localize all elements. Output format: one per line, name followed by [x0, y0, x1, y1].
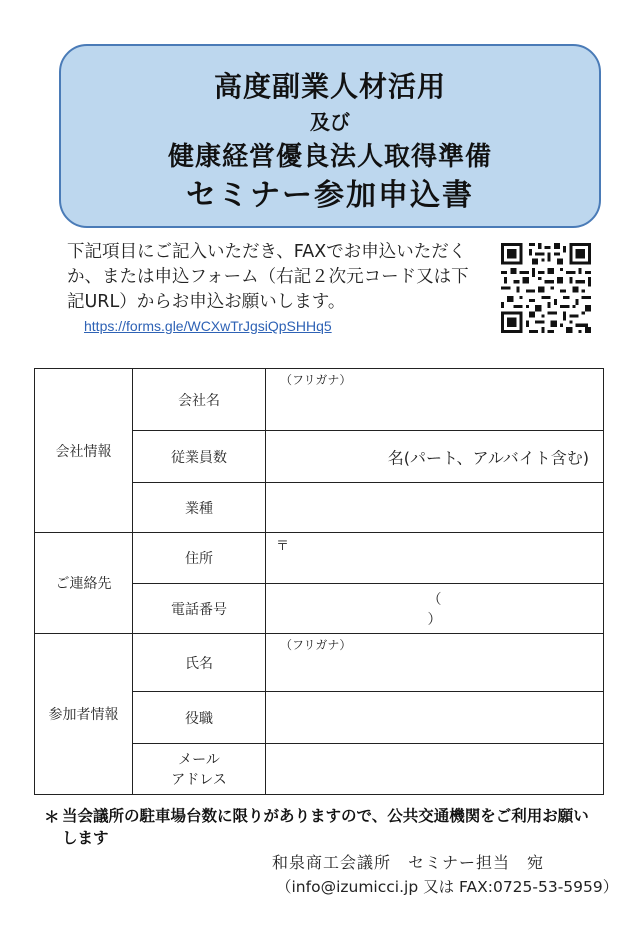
application-form-table [34, 368, 604, 795]
company-section-label: 会社情報 [35, 369, 133, 533]
phone-label: 電話番号 [133, 584, 266, 634]
contact-section-label: ご連絡先 [35, 533, 133, 634]
company-name-furigana: （フリガナ） [280, 373, 352, 387]
email-field[interactable] [266, 744, 604, 795]
company-name-field[interactable] [266, 369, 604, 431]
employees-suffix: 名(パート、アルバイト含む) [387, 448, 589, 467]
name-furigana: （フリガナ） [280, 638, 352, 652]
position-label: 役職 [133, 692, 266, 744]
title-line-4: セミナー参加申込書 [186, 178, 474, 213]
parking-note: 当会議所の駐車場台数に限りがありますので、公共交通機関をご利用お願いします [62, 807, 589, 847]
postal-mark: 〒 [276, 539, 290, 554]
name-field[interactable] [266, 634, 604, 692]
employees-label: 従業員数 [133, 431, 266, 483]
email-label [133, 744, 266, 795]
note-asterisk: ＊ [44, 808, 60, 826]
name-label: 氏名 [133, 634, 266, 692]
industry-label: 業種 [133, 483, 266, 533]
phone-parens: （ ） [427, 591, 532, 628]
participant-section-label: 参加者情報 [35, 634, 133, 795]
qr-code-icon [501, 243, 591, 333]
form-url-link[interactable]: https://forms.gle/WCXwTrJgsiQpSHHq5 [84, 318, 332, 334]
address-field[interactable] [266, 533, 604, 584]
title-line-2: 及び [310, 110, 350, 134]
title-line-1: 高度副業人材活用 [213, 70, 446, 103]
contact-details: （info@izumicci.jp 又は FAX:0725-53-5959） [276, 878, 619, 896]
industry-field[interactable] [266, 483, 604, 533]
company-name-label: 会社名 [133, 369, 266, 431]
employees-field[interactable] [266, 431, 604, 483]
title-line-3: 健康経営優良法人取得準備 [167, 142, 492, 172]
contact-recipient: 和泉商工会議所 セミナー担当 宛 [272, 853, 545, 872]
email-label-line-2: アドレス [171, 772, 227, 788]
intro-text: 下記項目にご記入いただき、FAXでお申込いただくか、または申込フォーム（右記２次元コード又は下記URL）からお申込お願いします。 [67, 242, 469, 312]
title-banner [59, 44, 601, 228]
position-field[interactable] [266, 692, 604, 744]
phone-field[interactable] [266, 584, 604, 634]
address-label: 住所 [133, 533, 266, 584]
email-label-line-1: メール [178, 752, 220, 768]
